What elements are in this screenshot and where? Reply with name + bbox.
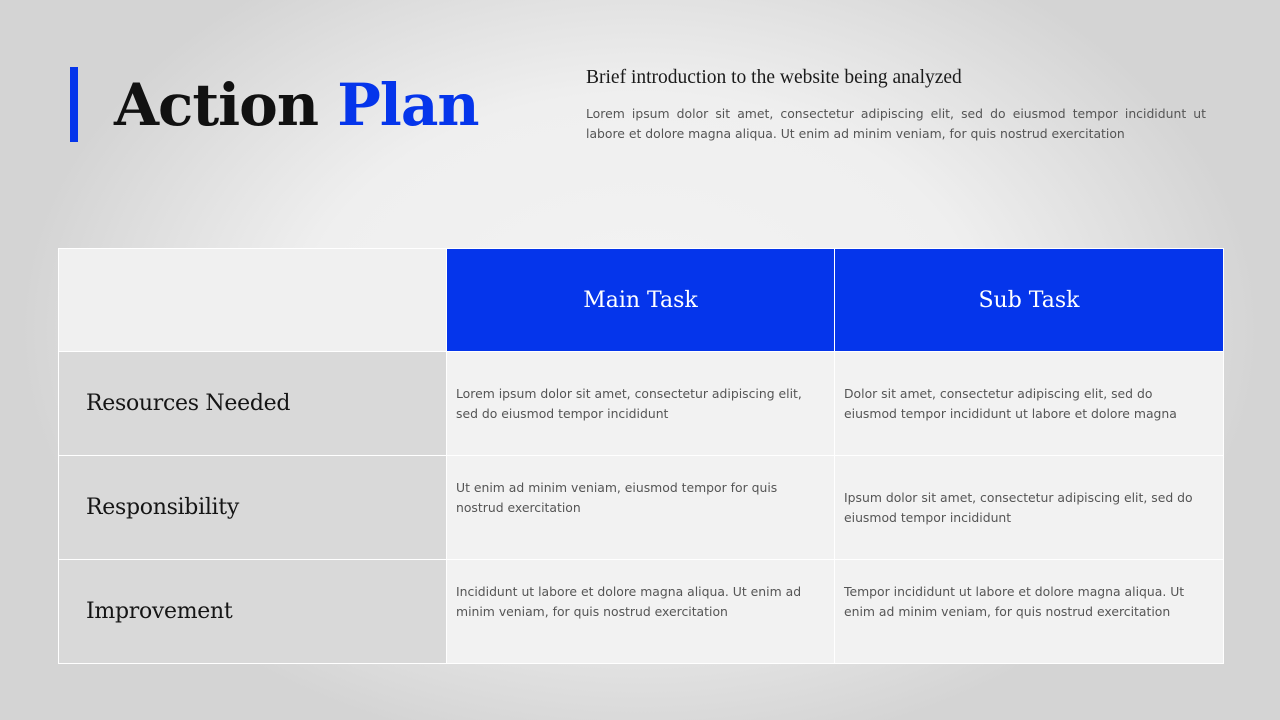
row-label-responsibility: Responsibility [59, 456, 447, 560]
cell-responsibility-main: Ut enim ad minim veniam, eiusmod tempor for quis nostrud exercitation [447, 456, 835, 560]
cell-resources-sub: Dolor sit amet, consectetur adipiscing elit, sed do eiusmod tempor incididunt ut labore et dolore magna [835, 352, 1224, 456]
row-label-improvement: Improvement [59, 560, 447, 664]
table-row [59, 456, 1224, 560]
intro-body: Lorem ipsum dolor sit amet, consectetur adipiscing elit, sed do eiusmod tempor incididunt ut labore et dolore magna aliqua. Ut enim ad minim veniam, for quis nostrud exercitation [586, 106, 1206, 141]
action-plan-table [58, 248, 1224, 664]
title-highlight: Plan [337, 71, 479, 139]
page-title [114, 64, 479, 146]
table-row [59, 352, 1224, 456]
intro-heading: Brief introduction to the website being analyzed [586, 67, 962, 88]
column-header-main-task: Main Task [447, 249, 835, 352]
cell-resources-main: Lorem ipsum dolor sit amet, consectetur adipiscing elit, sed do eiusmod tempor incididunt [447, 352, 835, 456]
row-label-resources-needed: Resources Needed [59, 352, 447, 456]
title-main: Action [114, 71, 338, 139]
cell-responsibility-sub: Ipsum dolor sit amet, consectetur adipiscing elit, sed do eiusmod tempor incididunt [835, 456, 1224, 560]
title-accent-bar [70, 67, 78, 142]
cell-improvement-main: Incididunt ut labore et dolore magna aliqua. Ut enim ad minim veniam, for quis nostrud exercitation [447, 560, 835, 664]
intro-section [586, 66, 1206, 144]
column-header-sub-task: Sub Task [835, 249, 1224, 352]
table-row [59, 560, 1224, 664]
table-corner-cell [59, 249, 447, 352]
cell-improvement-sub: Tempor incididunt ut labore et dolore magna aliqua. Ut enim ad minim veniam, for quis nostrud exercitation [835, 560, 1224, 664]
table-header-row [59, 249, 1224, 352]
